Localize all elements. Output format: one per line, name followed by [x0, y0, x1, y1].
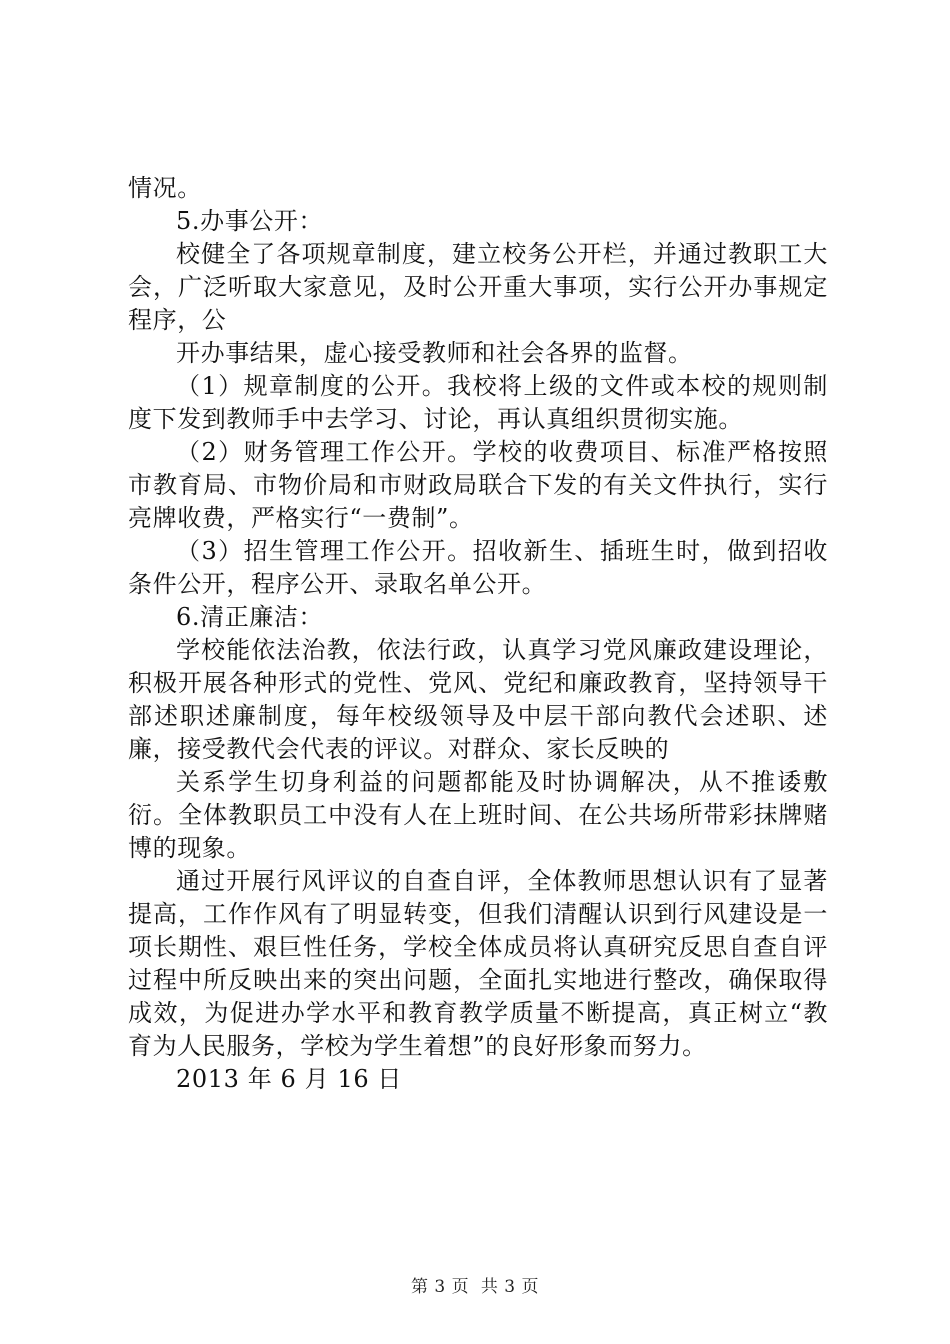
paragraph: 关系学生切身利益的问题都能及时协调解决，从不推诿敷衍。全体教职员工中没有人在上班时间、在公共场所带彩抹牌赌博的现象。	[128, 768, 828, 862]
section-heading-6: 6.清正廉洁：	[176, 603, 324, 631]
paragraph: 开办事结果，虚心接受教师和社会各界的监督。	[176, 339, 693, 367]
list-item-2: （2）财务管理工作公开。学校的收费项目、标准严格按照市教育局、市物价局和市财政局联合下发的有关文件执行，实行亮牌收费，严格实行“一费制”。	[128, 438, 828, 532]
document-body	[128, 172, 828, 1096]
paragraph-continuation: 情况。	[128, 174, 202, 202]
page-number-label: 第 3 页 共 3 页	[410, 1277, 540, 1297]
section-heading-5: 5.办事公开：	[176, 207, 324, 235]
list-item-3: （3）招生管理工作公开。招收新生、插班生时，做到招收条件公开，程序公开、录取名单公开。	[128, 537, 828, 598]
list-item-1: （1）规章制度的公开。我校将上级的文件或本校的规则制度下发到教师手中去学习、讨论，再认真组织贯彻实施。	[128, 372, 828, 433]
document-date: 2013 年 6 月 16 日	[176, 1065, 403, 1093]
paragraph: 校健全了各项规章制度，建立校务公开栏，并通过教职工大会，广泛听取大家意见，及时公开重大事项，实行公开办事规定程序，公	[128, 240, 828, 334]
paragraph: 学校能依法治教，依法行政，认真学习党风廉政建设理论，积极开展各种形式的党性、党风、党纪和廉政教育，坚持领导干部述职述廉制度，每年校级领导及中层干部向教代会述职、述廉，接受教代会代表的评议。对群众、家长反映的	[128, 636, 828, 763]
page-footer	[0, 1272, 950, 1297]
paragraph-conclusion: 通过开展行风评议的自查自评，全体教师思想认识有了显著提高，工作作风有了明显转变，但我们清醒认识到行风建设是一项长期性、艰巨性任务，学校全体成员将认真研究反思自查自评过程中所反映出来的突出问题，全面扎实地进行整改，确保取得成效，为促进办学水平和教育教学质量不断提高，真正树立“教育为人民服务，学校为学生着想”的良好形象而努力。	[128, 867, 828, 1060]
